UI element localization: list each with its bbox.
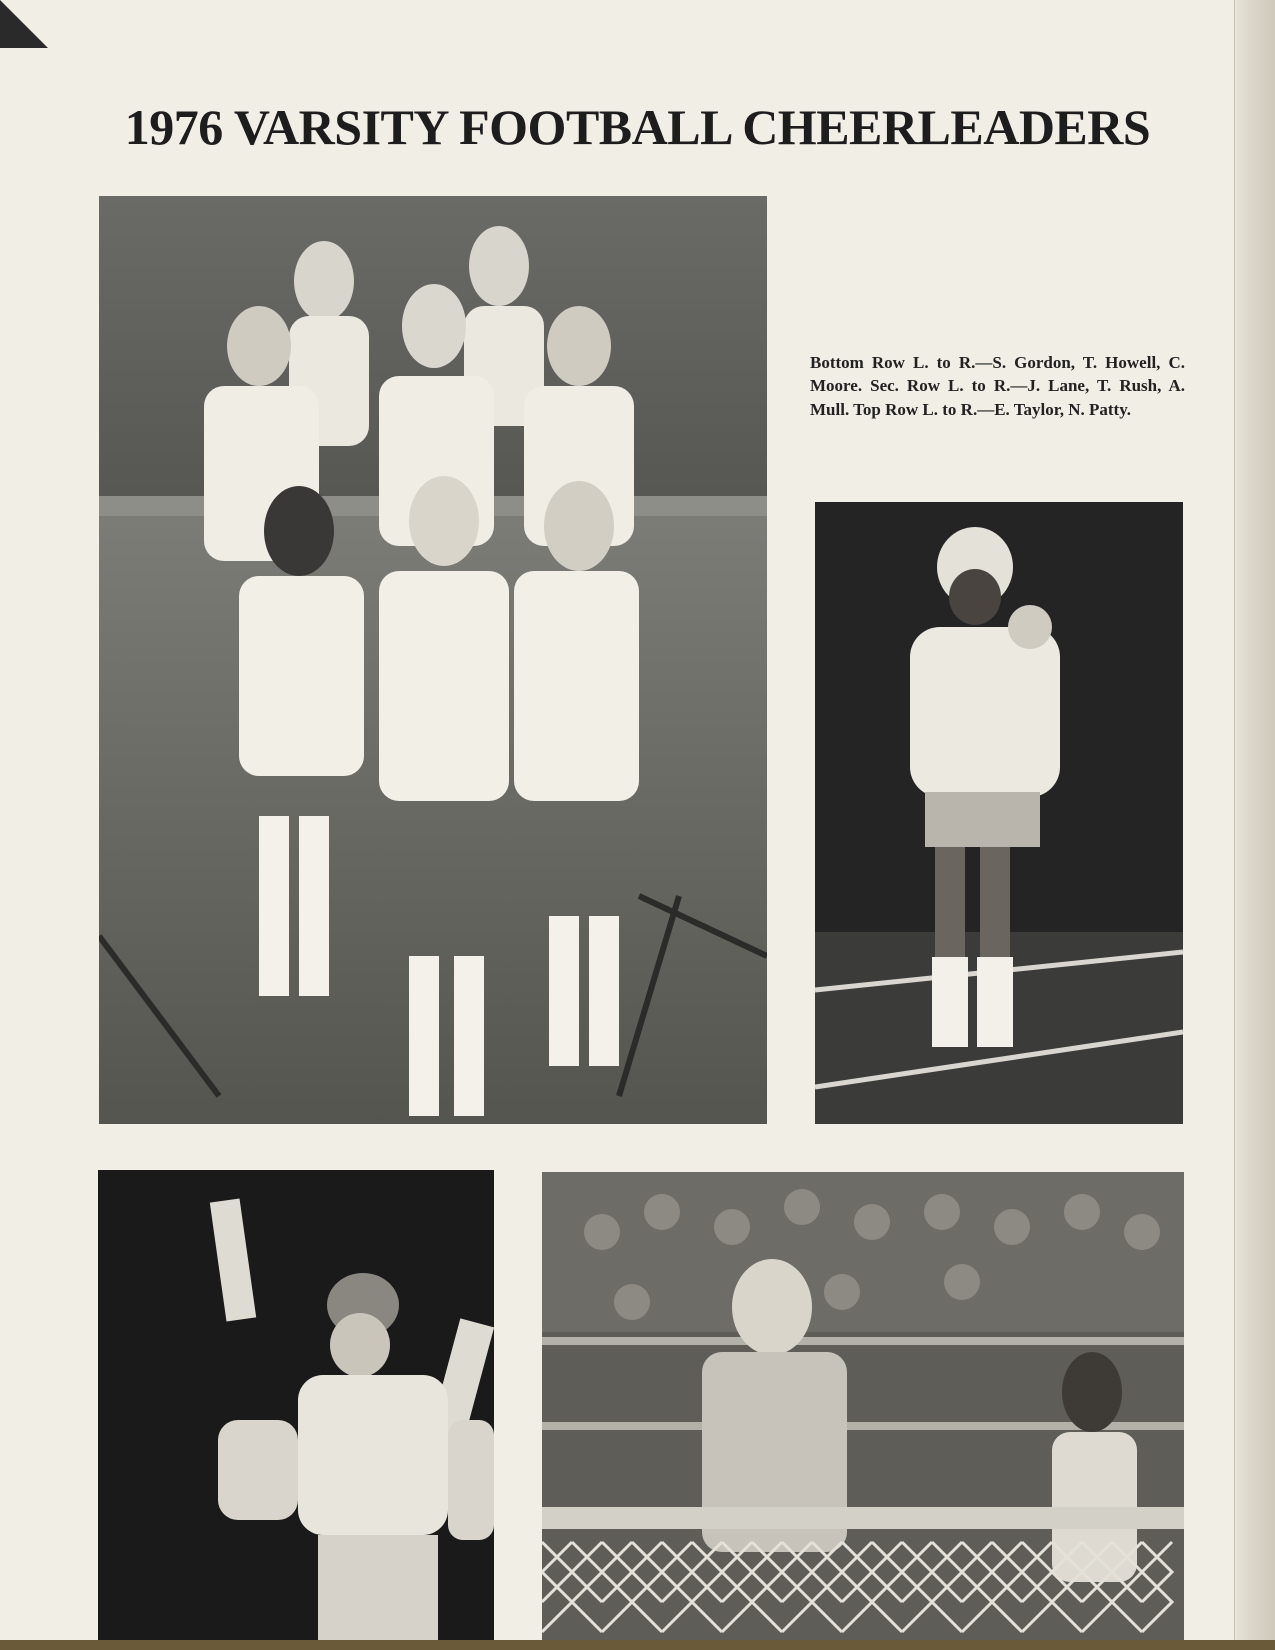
page-bottom-edge [0,1640,1275,1650]
team-group-photo [99,196,767,1124]
stands-crowd-photo [542,1172,1184,1640]
cheerleader-night-photo [98,1170,494,1640]
photo-caption: Bottom Row L. to R.—S. Gordon, T. Howell, C. Moore. Sec. Row L. to R.—J. Lane, T. Rush, A. Mull. Top Row L. to R.—E. Taylor, N. Patty. [810,353,1185,419]
sideline-cheerleader-photo [815,502,1183,1124]
corner-triangle-mark [0,0,48,48]
page-binding-edge [1234,0,1275,1650]
page-title: 1976 VARSITY FOOTBALL CHEERLEADERS [124,99,1151,155]
